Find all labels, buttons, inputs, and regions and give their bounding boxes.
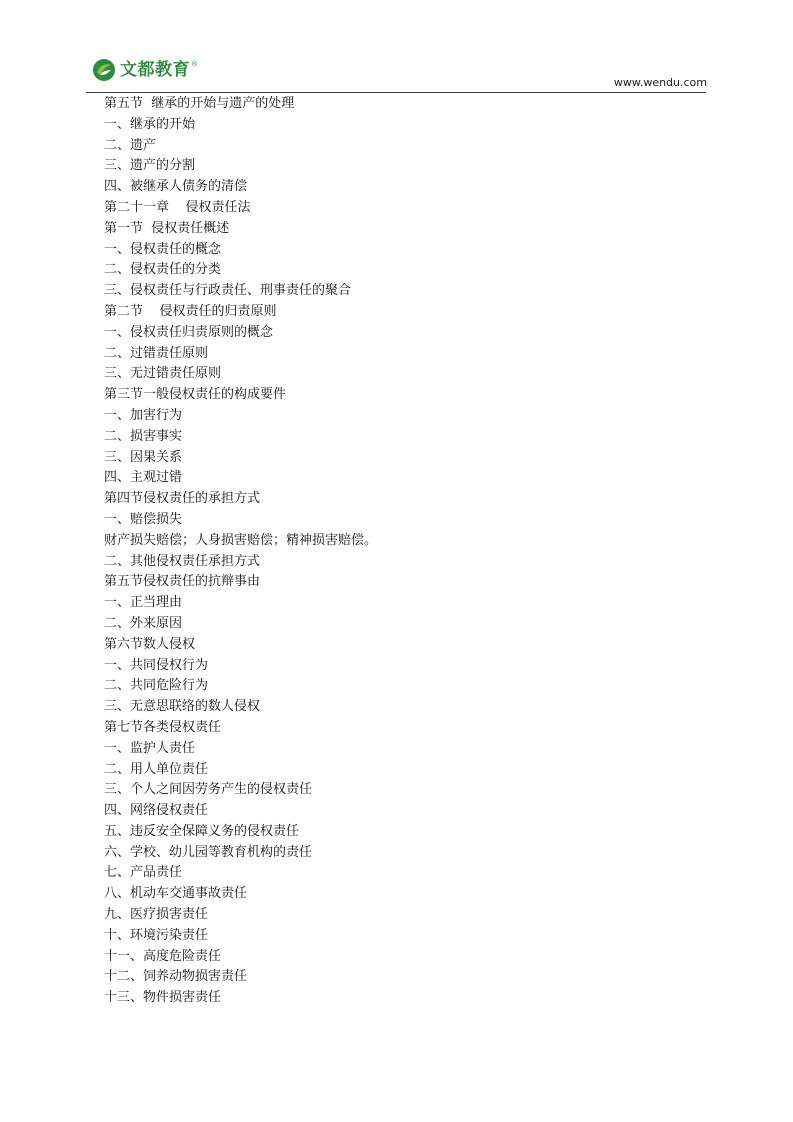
outline-line: 八、机动车交通事故责任 <box>104 886 248 902</box>
outline-line: 十一、高度危险责任 <box>104 948 222 964</box>
outline-line: 三、无过错责任原则 <box>104 366 222 382</box>
outline-line: 三、个人之间因劳务产生的侵权责任 <box>104 782 313 798</box>
outline-line: 二、其他侵权责任承担方式 <box>104 553 261 569</box>
outline-line: 二、遗产 <box>104 137 157 153</box>
outline-line: 一、加害行为 <box>104 407 183 423</box>
outline-line: 五、违反安全保障义务的侵权责任 <box>104 823 300 839</box>
page-header <box>0 0 793 96</box>
leaf-swirl-logo-icon <box>92 58 116 82</box>
outline-line: 二、共同危险行为 <box>104 678 209 694</box>
outline-line: 第一节 侵权责任概述 <box>104 220 230 236</box>
outline-line: 一、共同侵权行为 <box>104 657 209 673</box>
outline-line: 一、赔偿损失 <box>104 511 183 527</box>
outline-line: 一、正当理由 <box>104 595 183 611</box>
outline-line: 一、侵权责任归责原则的概念 <box>104 324 274 340</box>
outline-line: 二、外来原因 <box>104 615 183 631</box>
outline-line: 四、网络侵权责任 <box>104 803 209 819</box>
outline-list <box>104 94 714 1009</box>
logo-text: 文都教育 <box>120 60 190 80</box>
outline-line: 三、遗产的分割 <box>104 158 196 174</box>
outline-line: 二、损害事实 <box>104 428 183 444</box>
outline-line: 三、因果关系 <box>104 449 183 465</box>
outline-line: 十二、饲养动物损害责任 <box>104 969 248 985</box>
outline-line: 财产损失赔偿；人身损害赔偿；精神损害赔偿。 <box>104 532 378 548</box>
outline-line: 第三节一般侵权责任的构成要件 <box>104 387 287 403</box>
outline-line: 三、侵权责任与行政责任、刑事责任的聚合 <box>104 283 352 299</box>
outline-line: 二、过错责任原则 <box>104 345 209 361</box>
outline-line: 一、侵权责任的概念 <box>104 241 222 257</box>
outline-line: 第六节数人侵权 <box>104 636 196 652</box>
outline-line: 一、监护人责任 <box>104 740 196 756</box>
outline-line: 第二节 侵权责任的归责原则 <box>104 303 277 319</box>
outline-line: 二、用人单位责任 <box>104 761 209 777</box>
outline-line: 第四节侵权责任的承担方式 <box>104 491 261 507</box>
outline-line: 四、被继承人债务的清偿 <box>104 179 248 195</box>
header-divider <box>86 92 706 93</box>
outline-line: 第五节侵权责任的抗辩事由 <box>104 574 261 590</box>
outline-line: 一、继承的开始 <box>104 116 196 132</box>
outline-line: 九、医疗损害责任 <box>104 907 209 923</box>
outline-line: 第五节 继承的开始与遗产的处理 <box>104 96 295 111</box>
registered-mark: ® <box>191 60 198 68</box>
outline-line: 七、产品责任 <box>104 865 183 881</box>
outline-line: 第七节各类侵权责任 <box>104 719 222 735</box>
site-url: www.wendu.com <box>613 76 707 89</box>
outline-line: 六、学校、幼儿园等教育机构的责任 <box>104 844 313 860</box>
outline-line: 十、环境污染责任 <box>104 927 209 943</box>
outline-line: 三、无意思联络的数人侵权 <box>104 699 261 715</box>
outline-line: 十三、物件损害责任 <box>104 990 222 1006</box>
brand-logo <box>92 58 198 82</box>
outline-line: 第二十一章 侵权责任法 <box>104 199 251 215</box>
outline-line: 四、主观过错 <box>104 470 183 486</box>
outline-line: 二、侵权责任的分类 <box>104 262 222 278</box>
